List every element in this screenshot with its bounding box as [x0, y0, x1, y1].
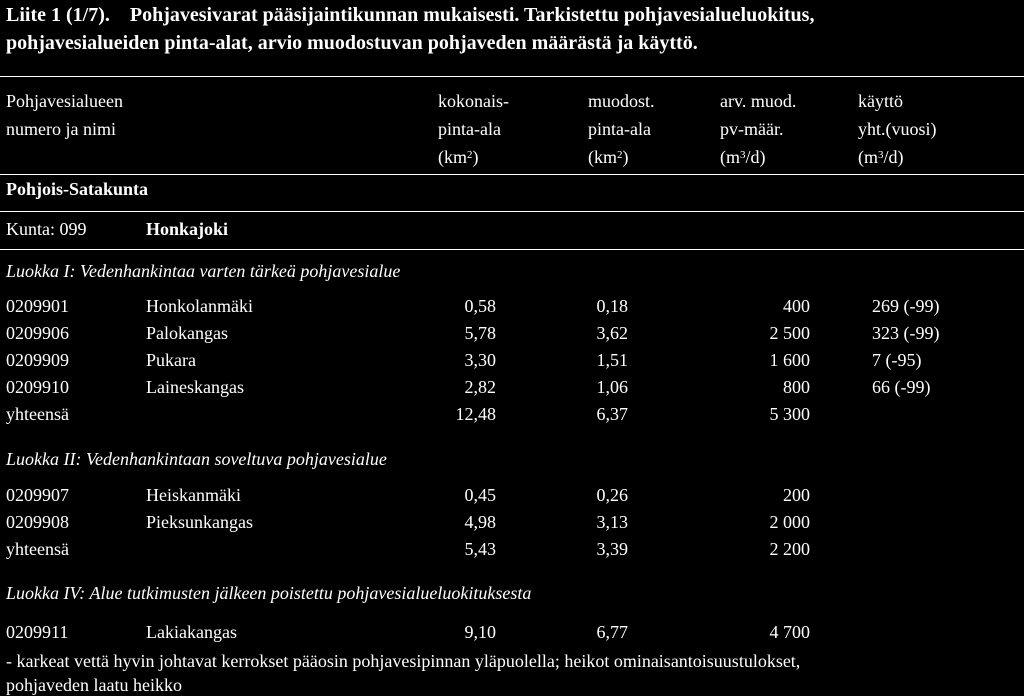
cell-total: 5,43 [464, 539, 496, 559]
cell-total: 0,58 [464, 296, 496, 316]
cell-name: Palokangas [146, 323, 228, 343]
cell-total: 9,10 [464, 622, 496, 642]
cell-id: 0209906 [6, 323, 69, 343]
header-total-unit: $(km^2)$ [438, 147, 479, 167]
cell-est: 5 300 [769, 404, 810, 424]
title-line-2: pohjavesialueiden pinta-alat, arvio muodostuvan pohjaveden määrästä ja käyttö. [6, 32, 698, 54]
header-area-line2: numero ja nimi [6, 119, 116, 139]
cell-est: 1 600 [769, 350, 810, 370]
cell-use: 323 (-99) [872, 323, 940, 343]
class-4-note-line2: pohjaveden laatu heikko [6, 675, 182, 695]
cell-id: 0209909 [6, 350, 69, 370]
cell-form: 3,13 [596, 512, 628, 532]
cell-total: 4,98 [464, 512, 496, 532]
header-form-line2: pinta-ala [588, 119, 651, 139]
cell-total: 0,45 [464, 485, 496, 505]
cell-form: 0,26 [596, 485, 628, 505]
cell-use: 7 (-95) [872, 350, 922, 370]
cell-est: 800 [783, 377, 810, 397]
cell-form: 3,62 [596, 323, 628, 343]
header-total-line2: pinta-ala [438, 119, 501, 139]
cell-id: yhteensä [6, 404, 69, 424]
cell-form: 1,06 [596, 377, 628, 397]
region-name: Pohjois-Satakunta [6, 179, 149, 199]
header-est-line1: arv. muod. [720, 91, 797, 111]
header-area [6, 90, 123, 140]
class-2-title: Luokka II: Vedenhankintaan soveltuva pohjavesialue [6, 449, 387, 469]
header-form-line1: muodost. [588, 91, 655, 111]
document-title [6, 2, 814, 28]
kunta-divider [0, 249, 1024, 250]
cell-total: 5,78 [464, 323, 496, 343]
cell-use: 66 (-99) [872, 377, 931, 397]
kunta-label: Kunta: 099 [6, 219, 87, 239]
cell-name: Pukara [146, 350, 196, 370]
cell-total: 2,82 [464, 377, 496, 397]
header-usage [858, 90, 937, 168]
cell-form: 6,77 [596, 622, 628, 642]
cell-form: 6,37 [596, 404, 628, 424]
header-form-unit: $(km^2)$ [588, 147, 629, 167]
header-area-line1: Pohjavesialueen [6, 91, 123, 111]
cell-est: 2 200 [769, 539, 810, 559]
cell-total: 3,30 [464, 350, 496, 370]
cell-name: Pieksunkangas [146, 512, 253, 532]
cell-name: Heiskanmäki [146, 485, 241, 505]
cell-use: 269 (-99) [872, 296, 940, 316]
cell-est: 200 [783, 485, 810, 505]
class-4-note-line1: - karkeat vettä hyvin johtavat kerrokset pääosin pohjavesipinnan yläpuolella; heikot ominaisantoisuustulokset, [6, 651, 801, 671]
cell-name: Laineskangas [146, 377, 244, 397]
cell-est: 4 700 [769, 622, 810, 642]
class-1-title: Luokka I: Vedenhankintaa varten tärkeä pohjavesialue [6, 261, 401, 281]
cell-form: 3,39 [596, 539, 628, 559]
cell-id: yhteensä [6, 539, 69, 559]
cell-name: Lakiakangas [146, 622, 237, 642]
title-prefix: Liite 1 (1/7). [6, 4, 110, 26]
header-est-unit: $(m^3/d)$ [720, 147, 766, 167]
cell-form: 1,51 [596, 350, 628, 370]
header-estimated-volume [720, 90, 796, 168]
cell-est: 2 500 [769, 323, 810, 343]
header-total-line1: kokonais- [438, 91, 509, 111]
cell-id: 0209907 [6, 485, 69, 505]
cell-est: 2 000 [769, 512, 810, 532]
header-est-line2: pv-määr. [720, 119, 784, 139]
header-total-area [438, 90, 509, 168]
header-top-divider [0, 76, 1024, 77]
header-use-line1: käyttö [858, 91, 903, 111]
region-divider [0, 211, 1024, 212]
kunta-name: Honkajoki [146, 219, 229, 239]
header-use-unit: $(m^3/d)$ [858, 147, 904, 167]
header-use-line2: yht.(vuosi) [858, 119, 937, 139]
cell-id: 0209911 [6, 622, 69, 642]
cell-total: 12,48 [455, 404, 496, 424]
header-bottom-divider [0, 174, 1024, 175]
cell-id: 0209910 [6, 377, 69, 397]
cell-name: Honkolanmäki [146, 296, 253, 316]
cell-form: 0,18 [596, 296, 628, 316]
cell-id: 0209901 [6, 296, 69, 316]
cell-id: 0209908 [6, 512, 69, 532]
class-4-title: Luokka IV: Alue tutkimusten jälkeen poistettu pohjavesialueluokituksesta [6, 583, 532, 603]
title-line-1: Pohjavesivarat pääsijaintikunnan mukaisesti. Tarkistettu pohjavesialueluokitus, [129, 4, 815, 26]
header-formation-area [588, 90, 655, 168]
cell-est: 400 [783, 296, 810, 316]
